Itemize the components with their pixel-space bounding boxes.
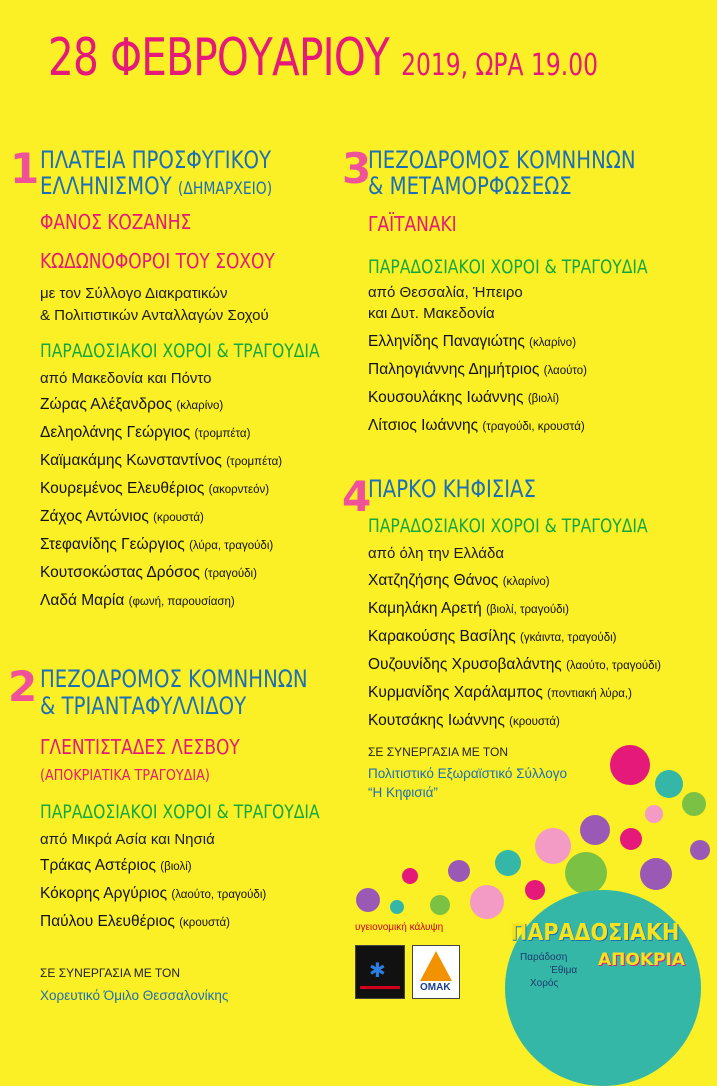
logo-word-2: Έθιμα — [550, 965, 578, 976]
logo-word-3: Χορός — [530, 978, 559, 989]
performer-name: Κουρεμένος Ελευθέριος — [40, 480, 205, 497]
performer — [40, 592, 235, 610]
performer-role: (βιολί, τραγούδι) — [486, 604, 569, 616]
performer — [368, 656, 661, 674]
performer — [40, 885, 266, 903]
performer-role: (τρομπέτα) — [194, 428, 251, 440]
performer-name: Κόκορης Αργύριος — [40, 885, 168, 902]
performer — [368, 417, 585, 435]
performer — [40, 536, 273, 554]
collab-name-4-line1: Πολιτιστικό Εξωραϊστικό Σύλλογο — [368, 766, 567, 781]
confetti-dot — [682, 792, 706, 816]
act-gaitanaki: ΓΑΪΤΑΝΑΚΙ — [368, 212, 457, 236]
performer-name: Στεφανίδης Γεώργιος — [40, 536, 185, 553]
performer-role: (ακορντεόν) — [208, 484, 270, 496]
origin-3-line1: από Θεσσαλία, Ήπειρο — [368, 284, 523, 301]
warning-triangle-icon — [420, 951, 452, 981]
confetti-dot — [645, 805, 663, 823]
section-number-4: 4 — [342, 472, 372, 521]
performer-role: (τραγούδι) — [204, 568, 257, 580]
origin-4: από όλη την Ελλάδα — [368, 545, 505, 562]
confetti-dot — [610, 745, 650, 785]
performer-name: Καϊμακάμης Κωνσταντίνος — [40, 452, 222, 469]
performer-name: Ελληνίδης Παναγιώτης — [368, 333, 525, 350]
performer-name: Κουτσοκώστας Δρόσος — [40, 564, 200, 581]
venue-2-line2: & ΤΡΙΑΝΤΑΦΥΛΛΙΔΟΥ — [40, 692, 247, 720]
performer-role: (τραγούδι, κρουστά) — [482, 421, 585, 433]
origin-1: από Μακεδονία και Πόντο — [40, 370, 212, 387]
act-kodonoforoi: ΚΩΔΩΝΟΦΟΡΟΙ ΤΟΥ ΣΟΧΟΥ — [40, 249, 275, 273]
performer — [40, 508, 204, 526]
venue-1-name: ΕΛΛΗΝΙΣΜΟΥ — [40, 172, 172, 200]
performer-role: (ποντιακή λύρα,) — [547, 688, 632, 700]
performer-name: Ζώρας Αλέξανδρος — [40, 396, 173, 413]
collab-label-4: ΣΕ ΣΥΝΕΡΓΑΣΙΑ ΜΕ ΤΟΝ — [368, 745, 509, 759]
performer-role: (κρουστά) — [179, 917, 230, 929]
confetti-dot — [495, 850, 521, 876]
performer-name: Καρακούσης Βασίλης — [368, 628, 516, 645]
performer-name: Λαδά Μαρία — [40, 592, 125, 609]
venue-3-line2: & ΜΕΤΑΜΟΡΦΩΣΕΩΣ — [368, 172, 572, 200]
performer-role: (τρομπέτα) — [226, 456, 283, 468]
performer-name: Τράκας Αστέριος — [40, 857, 156, 874]
event-logo-subtitle: ΑΠΟΚΡΙΑ — [598, 950, 685, 970]
confetti-dot — [690, 840, 710, 860]
performer — [40, 480, 269, 498]
omak-logo — [412, 945, 460, 999]
date-text: 28 ΦΕΒΡΟΥΑΡΙΟΥ — [48, 28, 389, 88]
stripe-decoration — [360, 986, 400, 989]
performer — [368, 389, 559, 407]
performer-name: Λίτσιος Ιωάννης — [368, 417, 479, 434]
confetti-dot — [356, 888, 380, 912]
act-fanos-kozanis: ΦΑΝΟΣ ΚΟΖΑΝΗΣ — [40, 210, 192, 234]
venue-1-note: (ΔΗΜΑΡΧΕΙΟ) — [177, 179, 273, 199]
act-glentistades-note: (ΑΠΟΚΡΙΑΤΙΚΑ ΤΡΑΓΟΥΔΙΑ) — [40, 766, 210, 784]
performer-name: Κουτσάκης Ιωάννης — [368, 712, 505, 729]
confetti-dot — [470, 885, 504, 919]
performer-name: Κουσουλάκης Ιωάννης — [368, 389, 524, 406]
performer-role: (κρουστά) — [153, 512, 204, 524]
performer — [40, 424, 250, 442]
logo-word-1: Παράδοση — [520, 952, 568, 963]
act-desc-line1: με τον Σύλλογο Διακρατικών — [40, 285, 228, 302]
origin-2: από Μικρά Ασία και Νησιά — [40, 831, 215, 848]
performer — [368, 712, 560, 730]
performer — [40, 913, 230, 931]
collab-name-4-line2: “Η Κηφισιά” — [368, 785, 438, 800]
confetti-dot — [448, 860, 470, 882]
act-desc-line2: & Πολιτιστικών Ανταλλαγών Σοχού — [40, 307, 269, 324]
act-traditional-dances-2: ΠΑΡΑΔΟΣΙΑΚΟΙ ΧΟΡΟΙ & ΤΡΑΓΟΥΔΙΑ — [40, 801, 320, 823]
performer-role: (λύρα, τραγούδι) — [189, 540, 274, 552]
performer — [368, 628, 617, 646]
section-number-1: 1 — [10, 144, 40, 193]
performer-role: (βιολί) — [160, 861, 192, 873]
venue-3-line1: ΠΕΖΟΔΡΟΜΟΣ ΚΟΜΝΗΝΩΝ — [368, 146, 636, 174]
performer — [368, 572, 550, 590]
performer-name: Παύλου Ελευθέριος — [40, 913, 175, 930]
performer-name: Χατζηζήσης Θάνος — [368, 572, 499, 589]
performer-role: (κλαρίνο) — [176, 400, 224, 412]
event-logo-title: ΠΑΡΑΔΟΣΙΑΚΗ — [510, 920, 680, 946]
confetti-dot — [535, 828, 571, 864]
act-glentistades: ΓΛΕΝΤΙΣΤΑΔΕΣ ΛΕΣΒΟΥ — [40, 735, 240, 759]
ambulance-logo — [355, 945, 405, 999]
performer-name: Δεληολάνης Γεώργιος — [40, 424, 191, 441]
performer-role: (βιολί) — [527, 393, 560, 405]
performer-role: (κλαρίνο) — [529, 337, 577, 349]
performer — [368, 361, 587, 379]
performer-role: (κρουστά) — [509, 716, 560, 728]
confetti-dot — [655, 770, 683, 798]
performer — [40, 396, 223, 414]
confetti-dot — [620, 828, 642, 850]
performer — [40, 564, 257, 582]
performer-role: (λαούτο, τραγούδι) — [566, 660, 661, 672]
act-traditional-dances-4: ΠΑΡΑΔΟΣΙΑΚΟΙ ΧΟΡΟΙ & ΤΡΑΓΟΥΔΙΑ — [368, 515, 648, 537]
venue-2-line1: ΠΕΖΟΔΡΟΜΟΣ ΚΟΜΝΗΝΩΝ — [40, 665, 308, 693]
collab-name-2: Χορευτικό Όμιλο Θεσσαλονίκης — [40, 988, 229, 1003]
event-date-title — [48, 28, 598, 88]
act-traditional-dances-3: ΠΑΡΑΔΟΣΙΑΚΟΙ ΧΟΡΟΙ & ΤΡΑΓΟΥΔΙΑ — [368, 256, 648, 278]
year-time-text: 2019, ΩΡΑ 19.00 — [401, 48, 598, 83]
performer-role: (λαούτο) — [543, 365, 588, 377]
section-number-2: 2 — [8, 662, 38, 711]
performer-name: Ζάχος Αντώνιος — [40, 508, 149, 525]
performer — [368, 684, 632, 702]
collab-label-2: ΣΕ ΣΥΝΕΡΓΑΣΙΑ ΜΕ ΤΟΝ — [40, 966, 181, 980]
confetti-dot — [430, 895, 450, 915]
health-coverage-label: υγειονομική κάλυψη — [355, 922, 444, 933]
venue-1-line2 — [40, 174, 272, 201]
performer — [40, 452, 282, 470]
confetti-dot — [565, 852, 607, 894]
performer-role: (λαούτο, τραγούδι) — [171, 889, 267, 901]
confetti-dot — [525, 880, 545, 900]
performer-role: (κλαρίνο) — [502, 576, 550, 588]
confetti-dot — [640, 858, 672, 890]
performer-name: Ουζουνίδης Χρυσοβαλάντης — [368, 656, 562, 673]
confetti-dot — [580, 815, 610, 845]
act-traditional-dances-1: ΠΑΡΑΔΟΣΙΑΚΟΙ ΧΟΡΟΙ & ΤΡΑΓΟΥΔΙΑ — [40, 340, 320, 362]
performer-role: (φωνή, παρουσίαση) — [128, 596, 235, 608]
venue-4: ΠΑΡΚΟ ΚΗΦΙΣΙΑΣ — [368, 475, 536, 503]
confetti-dot — [390, 900, 404, 914]
performer-name: Καμηλάκη Αρετή — [368, 600, 482, 617]
performer — [368, 333, 576, 351]
omak-text: ΟΜΑΚ — [420, 982, 451, 993]
performer — [40, 857, 192, 875]
origin-3-line2: και Δυτ. Μακεδονία — [368, 305, 495, 322]
venue-1-line1: ΠΛΑΤΕΙΑ ΠΡΟΣΦΥΓΙΚΟΥ — [40, 146, 271, 174]
performer-name: Παληογιάννης Δημήτριος — [368, 361, 540, 378]
confetti-dot — [402, 868, 418, 884]
section-number-3: 3 — [342, 144, 372, 193]
star-of-life-icon: ✱ — [369, 960, 386, 982]
performer-name: Κυρμανίδης Χαράλαμπος — [368, 684, 543, 701]
performer — [368, 600, 569, 618]
performer-role: (γκάιντα, τραγούδι) — [519, 632, 617, 644]
